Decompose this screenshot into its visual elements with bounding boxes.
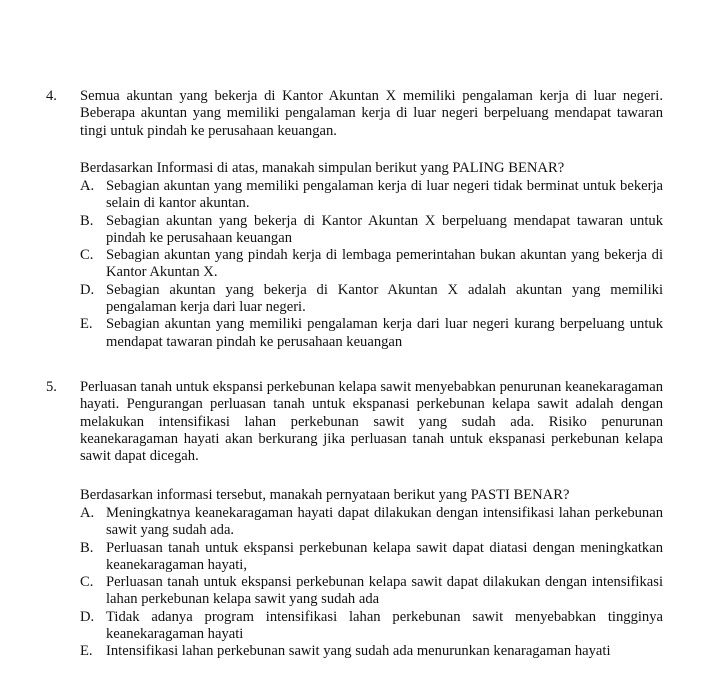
option-c[interactable] <box>80 247 663 282</box>
option-letter: D. <box>80 281 95 298</box>
option-e[interactable] <box>80 316 663 351</box>
option-letter: A. <box>80 505 95 521</box>
option-text: Perluasan tanah untuk ekspansi perkebunan kelapa sawit dapat diatasi dengan meningkatkan keanekaragaman hayati, <box>106 539 663 573</box>
option-text: Sebagian akuntan yang memiliki pengalaman kerja dari luar negeri kurang berpeluang untuk mendapat tawaran pindah ke perusahaan keuangan <box>106 316 663 350</box>
option-text: Meningkatnya keanekaragaman hayati dapat dilakukan dengan intensifikasi lahan perkebunan sawit yang sudah ada. <box>106 505 663 539</box>
question-number: 4. <box>46 88 57 104</box>
option-a[interactable] <box>80 178 663 213</box>
options-list <box>80 178 663 351</box>
option-letter: E. <box>80 643 93 660</box>
option-letter: D. <box>80 608 95 625</box>
options-list <box>80 505 663 661</box>
option-text: Sebagian akuntan yang bekerja di Kantor Akuntan X adalah akuntan yang memiliki pengalaman kerja dari luar negeri. <box>106 281 663 316</box>
option-letter: C. <box>80 574 94 591</box>
option-b[interactable] <box>80 540 663 575</box>
option-text: Tidak adanya program intensifikasi lahan perkebunan sawit menyebabkan tingginya keanekaragaman hayati <box>106 608 663 643</box>
option-b[interactable] <box>80 213 663 248</box>
option-a[interactable] <box>80 505 663 540</box>
option-text: Intensifikasi lahan perkebunan sawit yang sudah ada menurunkan kenaragaman hayati <box>106 643 611 660</box>
option-text: Sebagian akuntan yang bekerja di Kantor Akuntan X berpeluang mendapat tawaran untuk pindah ke perusahaan keuangan <box>106 212 663 246</box>
option-letter: A. <box>80 178 95 194</box>
option-c[interactable] <box>80 574 663 609</box>
option-e[interactable] <box>80 643 663 660</box>
option-text: Sebagian akuntan yang memiliki pengalaman kerja di luar negeri tidak berminat untuk bekerja selain di kantor akuntan. <box>106 178 663 212</box>
option-text: Sebagian akuntan yang pindah kerja di lembaga pemerintahan bukan akuntan yang bekerja di Kantor Akuntan X. <box>106 247 663 281</box>
question-stem: Perluasan tanah untuk ekspansi perkebunan kelapa sawit menyebabkan penurunan keanekaragaman hayati. Pengurangan perluasan tanah untuk ekspanasi perkebunan kelapa sawit adalah dengan melakukan intensifikasi lahan perkebunan sawit yang sudah ada. Risiko penurunan keanekaragaman hayati akan berkurang jika perluasan tanah untuk ekspanasi perkebunan kelapa sawit dapat dicegah. <box>80 379 663 465</box>
option-letter: B. <box>80 539 94 556</box>
question-prompt: Berdasarkan informasi tersebut, manakah pernyataan berikut yang PASTI BENAR? <box>80 487 570 503</box>
option-text: Perluasan tanah untuk ekspansi perkebunan kelapa sawit dapat dilakukan dengan intensifikasi lahan perkebunan kelapa sawit yang sudah ada <box>106 574 663 608</box>
option-letter: B. <box>80 212 94 229</box>
question-number: 5. <box>46 379 57 395</box>
option-d[interactable] <box>80 609 663 644</box>
question-stem: Semua akuntan yang bekerja di Kantor Akuntan X memiliki pengalaman kerja di luar negeri. Beberapa akuntan yang memiliki pengalaman kerja di luar negeri berpeluang mendapat tawaran tingi untuk pindah ke perusahaan keuangan. <box>80 88 663 139</box>
option-letter: E. <box>80 316 93 333</box>
option-letter: C. <box>80 247 94 264</box>
question-prompt: Berdasarkan Informasi di atas, manakah simpulan berikut yang PALING BENAR? <box>80 160 565 176</box>
option-d[interactable] <box>80 282 663 317</box>
